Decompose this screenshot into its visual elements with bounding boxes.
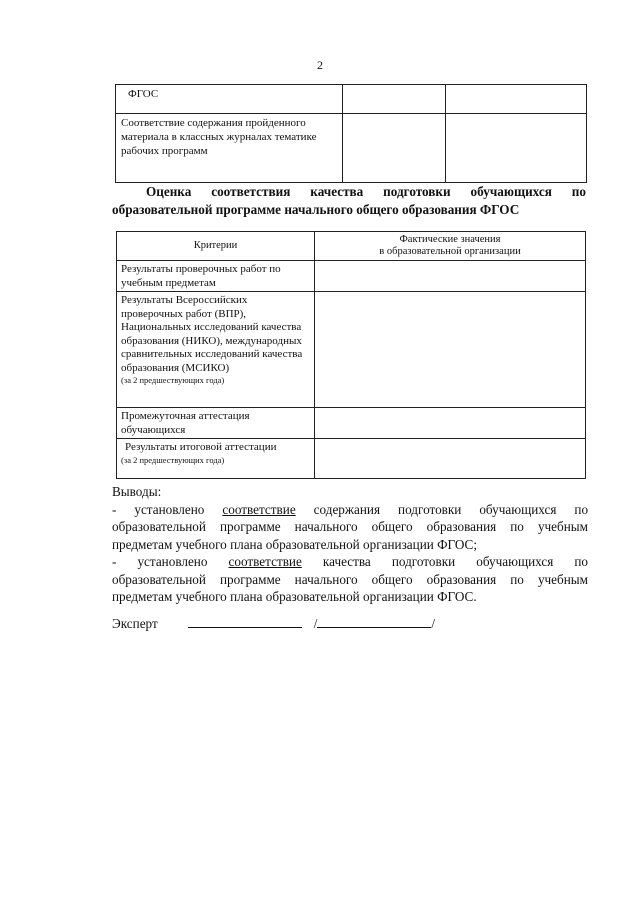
criterion-cell: ФГОС — [116, 85, 343, 114]
value-cell — [315, 439, 586, 479]
header-criteria: Критерии — [117, 232, 315, 261]
header-values-line-2: в образовательной организации — [379, 246, 521, 257]
heading-line-2: образовательной программе начального общего образования ФГОС — [112, 202, 520, 217]
conclusion-text: качества подготовки обучающихся по — [322, 554, 589, 569]
value-cell — [445, 114, 586, 183]
criterion-cell — [117, 261, 315, 292]
header-actual-values — [315, 232, 586, 261]
value-cell — [315, 292, 586, 408]
criterion-cell — [117, 408, 315, 439]
table-row — [117, 439, 586, 479]
slash-close: / — [431, 616, 436, 631]
table-row — [117, 261, 586, 292]
criterion-cell — [117, 292, 315, 408]
slash-open: / — [313, 616, 318, 631]
criterion-cell — [117, 439, 315, 479]
conclusion-2-line-1 — [112, 553, 588, 571]
criteria-table-top — [115, 84, 587, 183]
expert-signature-line — [112, 614, 435, 633]
conclusion-1-line-1 — [112, 501, 588, 519]
criterion-text: Промежуточная аттестация обучающихся — [121, 410, 250, 436]
name-blank[interactable] — [317, 614, 431, 628]
conclusion-2-line-3: предметам учебного плана образовательной организации ФГОС. — [112, 589, 477, 604]
criterion-note: (за 2 предшествующих года) — [121, 375, 225, 385]
conclusions-title: Выводы: — [112, 484, 162, 499]
page-number: 2 — [317, 58, 323, 72]
conclusion-prefix: - установлено — [112, 501, 205, 517]
conclusion-underlined-word: соответствие — [228, 554, 302, 569]
table-row — [116, 114, 587, 183]
header-values-line-1: Фактические значения — [399, 233, 501, 245]
value-cell — [342, 85, 445, 114]
conclusion-underlined-word: соответствие — [222, 501, 296, 517]
conclusion-1-line-3: предметам учебного плана образовательной организации ФГОС; — [112, 536, 477, 552]
signature-blank[interactable] — [188, 614, 302, 628]
quality-criteria-table — [116, 231, 586, 479]
conclusion-prefix: - установлено — [112, 554, 208, 569]
heading-line-1: Оценка соответствия качества подготовки обучающихся по — [146, 184, 586, 199]
criterion-text: Результаты Всероссийских проверочных работ (ВПР), Национальных исследований качества образования (НИКО), международных сравнительных исследований качества образования (МСИКО) — [121, 294, 303, 374]
criterion-text: Результаты итоговой аттестации — [125, 441, 277, 453]
criterion-text: Результаты проверочных работ по учебным предметам — [121, 263, 281, 289]
table-row — [117, 408, 586, 439]
table-row — [117, 292, 586, 408]
criterion-cell: Соответствие содержания пройденного материала в классных журналах тематике рабочих программ — [116, 114, 343, 183]
value-cell — [342, 114, 445, 183]
criterion-note: (за 2 предшествующих года) — [121, 454, 225, 465]
value-cell — [315, 408, 586, 439]
conclusions-block — [112, 483, 588, 606]
value-cell — [315, 261, 586, 292]
conclusion-1-line-2: образовательной программе начального общего образования по учебным — [112, 519, 588, 534]
value-cell — [445, 85, 586, 114]
conclusion-2-line-2: образовательной программе начального общего образования по учебным — [112, 571, 588, 587]
expert-label: Эксперт — [112, 616, 158, 631]
table-header-row — [117, 232, 586, 261]
table-row — [116, 85, 587, 114]
section-heading — [112, 183, 586, 219]
conclusion-text: содержания подготовки обучающихся по — [313, 501, 589, 517]
